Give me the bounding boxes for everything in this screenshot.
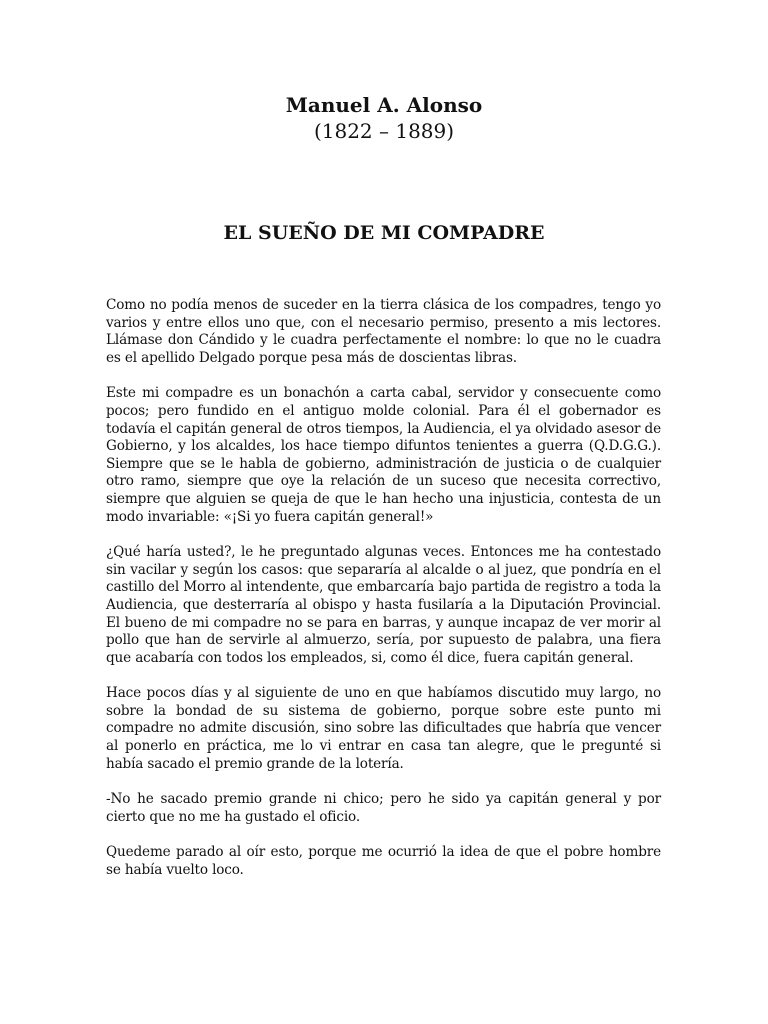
paragraph: Como no podía menos de suceder en la tierra clásica de los compadres, tengo yo varios y entre ellos uno que, con el necesario permiso, presento a mis lectores. Llámase don Cándido y le cuadra perfectamente el nombre: lo que no le cuadra es el apellido Delgado porque pesa más de doscientas libras. — [106, 297, 661, 366]
author-name: Manuel A. Alonso — [285, 93, 483, 117]
paragraph: Quedeme parado al oír esto, porque me ocurrió la idea de que el pobre hombre se había vuelto loco. — [106, 844, 661, 879]
story-title: EL SUEÑO DE MI COMPADRE — [223, 222, 545, 244]
author-dates: (1822 – 1889) — [313, 119, 455, 143]
story-body — [106, 297, 661, 898]
paragraph: ¿Qué haría usted?, le he preguntado algunas veces. Entonces me ha contestado sin vacilar y según los casos: que separaría al alcalde o al juez, que pondría en el castillo del Morro al intendente, que embarcaría bajo partida de registro a toda la Audiencia, que desterraría al obispo y hasta fusilaría a la Diputación Provincial. El bueno de mi compadre no se para en barras, y aunque incapaz de ver morir al pollo que han de servirle al almuerzo, sería, por supuesto de palabra, una fiera que acabaría con todos los empleados, si, como él dice, fuera capitán general. — [106, 544, 661, 666]
paragraph: -No he sacado premio grande ni chico; pero he sido ya capitán general y por cierto que no me ha gustado el oficio. — [106, 791, 661, 825]
paragraph: Hace pocos días y al siguiente de uno en que habíamos discutido muy largo, no sobre la bondad de su sistema de gobierno, porque sobre este punto mi compadre no admite discusión, sino sobre las dificultades que habría que vencer al ponerlo en práctica, me lo vi entrar en casa tan alegre, que le pregunté si había sacado el premio grande de la lotería. — [106, 685, 661, 772]
paragraph: Este mi compadre es un bonachón a carta cabal, servidor y consecuente como pocos; pero fundido en el antiguo molde colonial. Para él el gobernador es todavía el capitán general de otros tiempos, la Audiencia, el ya olvidado asesor de Gobierno, y los alcaldes, los hace tiempo difuntos tenientes a guerra (Q.D.G.G.). Siempre que se le habla de gobierno, administración de justicia o de cualquier otro ramo, siempre que oye la relación de un suceso que necesita correctivo, siempre que alguien se queja de que le han hecho una injusticia, contesta de un modo invariable: «¡Si yo fuera capitán general!» — [106, 385, 661, 525]
